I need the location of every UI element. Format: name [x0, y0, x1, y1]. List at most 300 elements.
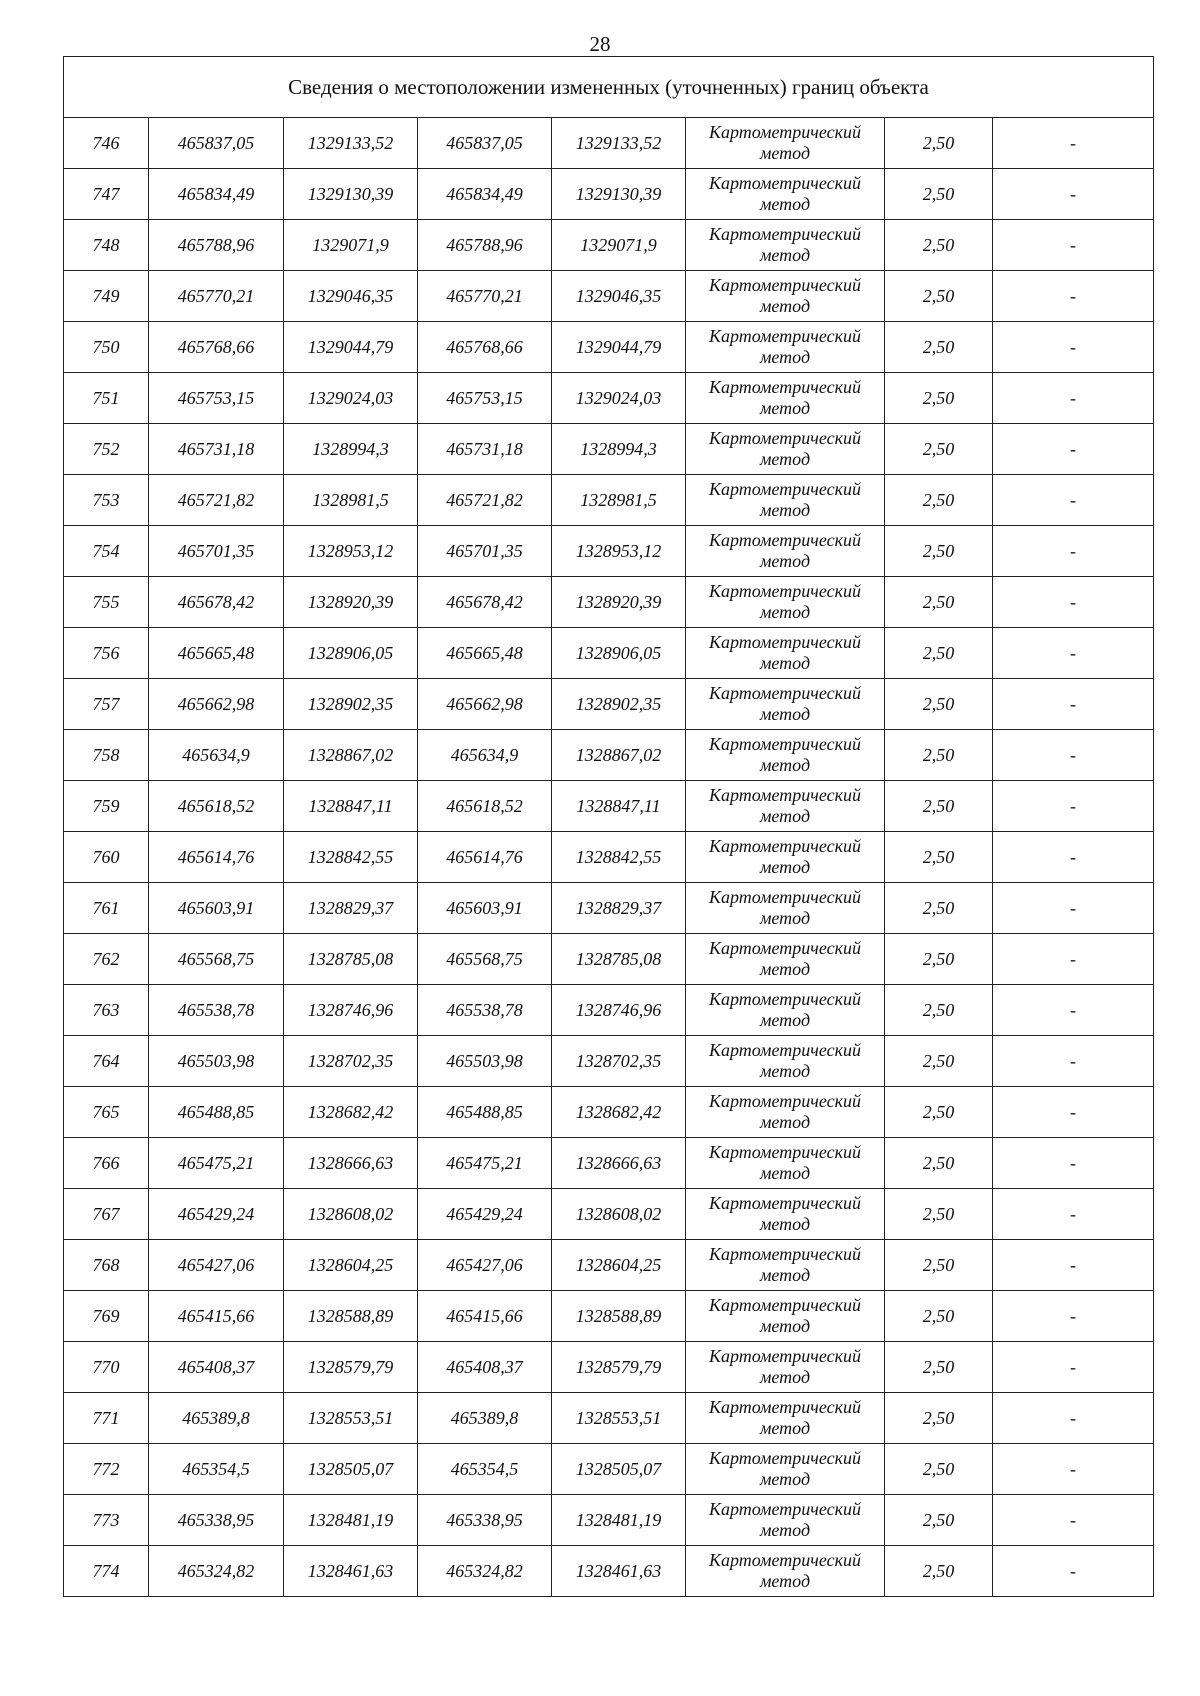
cell-point-number: 747 — [64, 169, 149, 220]
cell-y-existing: 1328579,79 — [284, 1342, 418, 1393]
cell-x-refined: 465701,35 — [418, 526, 552, 577]
cell-method — [686, 730, 885, 781]
table-row — [64, 781, 1154, 832]
cell-x-refined: 465408,37 — [418, 1342, 552, 1393]
cell-x-existing: 465768,66 — [149, 322, 284, 373]
cell-x-existing: 465731,18 — [149, 424, 284, 475]
cell-method — [686, 1393, 885, 1444]
cell-accuracy: 2,50 — [885, 271, 993, 322]
cell-accuracy: 2,50 — [885, 1087, 993, 1138]
method-line-1: Картометрический — [708, 377, 861, 397]
cell-accuracy: 2,50 — [885, 1240, 993, 1291]
cell-description: - — [993, 679, 1154, 730]
cell-accuracy: 2,50 — [885, 832, 993, 883]
cell-x-existing: 465488,85 — [149, 1087, 284, 1138]
cell-accuracy: 2,50 — [885, 1342, 993, 1393]
cell-y-refined: 1328842,55 — [552, 832, 686, 883]
table-row — [64, 883, 1154, 934]
cell-description: - — [993, 985, 1154, 1036]
table-row — [64, 679, 1154, 730]
table-row — [64, 1495, 1154, 1546]
cell-x-refined: 465770,21 — [418, 271, 552, 322]
cell-y-existing: 1328785,08 — [284, 934, 418, 985]
cell-y-existing: 1328953,12 — [284, 526, 418, 577]
cell-description: - — [993, 1444, 1154, 1495]
cell-point-number: 761 — [64, 883, 149, 934]
cell-x-refined: 465603,91 — [418, 883, 552, 934]
method-line-2: метод — [759, 1316, 811, 1336]
cell-y-existing: 1329130,39 — [284, 169, 418, 220]
cell-x-existing: 465408,37 — [149, 1342, 284, 1393]
method-line-2: метод — [759, 347, 811, 367]
method-line-1: Картометрический — [708, 734, 861, 754]
cell-accuracy: 2,50 — [885, 1546, 993, 1597]
cell-y-existing: 1328867,02 — [284, 730, 418, 781]
cell-y-refined: 1329133,52 — [552, 118, 686, 169]
cell-x-existing: 465538,78 — [149, 985, 284, 1036]
table-row — [64, 322, 1154, 373]
cell-accuracy: 2,50 — [885, 526, 993, 577]
cell-y-refined: 1329046,35 — [552, 271, 686, 322]
table-row — [64, 1393, 1154, 1444]
method-line-2: метод — [759, 296, 811, 316]
cell-description: - — [993, 1138, 1154, 1189]
cell-y-refined: 1328953,12 — [552, 526, 686, 577]
table-row — [64, 1087, 1154, 1138]
method-line-1: Картометрический — [708, 1499, 861, 1519]
cell-method — [686, 628, 885, 679]
table-row — [64, 628, 1154, 679]
cell-x-existing: 465429,24 — [149, 1189, 284, 1240]
cell-x-refined: 465731,18 — [418, 424, 552, 475]
cell-y-existing: 1328702,35 — [284, 1036, 418, 1087]
cell-y-refined: 1328505,07 — [552, 1444, 686, 1495]
cell-x-existing: 465475,21 — [149, 1138, 284, 1189]
cell-point-number: 752 — [64, 424, 149, 475]
cell-x-existing: 465389,8 — [149, 1393, 284, 1444]
cell-x-refined: 465568,75 — [418, 934, 552, 985]
cell-x-refined: 465768,66 — [418, 322, 552, 373]
method-line-2: метод — [759, 602, 811, 622]
table-row — [64, 220, 1154, 271]
cell-y-existing: 1329044,79 — [284, 322, 418, 373]
cell-accuracy: 2,50 — [885, 1291, 993, 1342]
cell-y-refined: 1328785,08 — [552, 934, 686, 985]
cell-y-refined: 1328829,37 — [552, 883, 686, 934]
table-row — [64, 424, 1154, 475]
cell-description: - — [993, 475, 1154, 526]
cell-description: - — [993, 1036, 1154, 1087]
cell-y-existing: 1328588,89 — [284, 1291, 418, 1342]
cell-point-number: 749 — [64, 271, 149, 322]
method-line-1: Картометрический — [708, 683, 861, 703]
cell-method — [686, 1138, 885, 1189]
cell-x-existing: 465753,15 — [149, 373, 284, 424]
cell-method — [686, 1087, 885, 1138]
cell-description: - — [993, 1240, 1154, 1291]
cell-method — [686, 118, 885, 169]
cell-x-existing: 465415,66 — [149, 1291, 284, 1342]
cell-accuracy: 2,50 — [885, 475, 993, 526]
cell-x-refined: 465429,24 — [418, 1189, 552, 1240]
cell-method — [686, 475, 885, 526]
method-line-1: Картометрический — [708, 122, 861, 142]
method-line-2: метод — [759, 806, 811, 826]
table-row — [64, 1240, 1154, 1291]
cell-y-refined: 1328981,5 — [552, 475, 686, 526]
cell-point-number: 746 — [64, 118, 149, 169]
cell-x-refined: 465662,98 — [418, 679, 552, 730]
method-line-2: метод — [759, 449, 811, 469]
method-line-2: метод — [759, 1418, 811, 1438]
cell-y-refined: 1328906,05 — [552, 628, 686, 679]
cell-point-number: 757 — [64, 679, 149, 730]
cell-x-refined: 465834,49 — [418, 169, 552, 220]
cell-description: - — [993, 1495, 1154, 1546]
cell-description: - — [993, 628, 1154, 679]
method-line-1: Картометрический — [708, 479, 861, 499]
cell-point-number: 763 — [64, 985, 149, 1036]
cell-y-existing: 1328481,19 — [284, 1495, 418, 1546]
method-line-1: Картометрический — [708, 581, 861, 601]
cell-y-refined: 1328902,35 — [552, 679, 686, 730]
cell-description: - — [993, 220, 1154, 271]
cell-method — [686, 781, 885, 832]
cell-y-refined: 1328867,02 — [552, 730, 686, 781]
method-line-2: метод — [759, 1367, 811, 1387]
cell-x-refined: 465618,52 — [418, 781, 552, 832]
table-row — [64, 985, 1154, 1036]
cell-method — [686, 1495, 885, 1546]
method-line-1: Картометрический — [708, 938, 861, 958]
cell-method — [686, 169, 885, 220]
cell-description: - — [993, 730, 1154, 781]
cell-description: - — [993, 322, 1154, 373]
cell-y-existing: 1328829,37 — [284, 883, 418, 934]
cell-method — [686, 1291, 885, 1342]
cell-description: - — [993, 577, 1154, 628]
cell-accuracy: 2,50 — [885, 220, 993, 271]
method-line-1: Картометрический — [708, 1448, 861, 1468]
cell-accuracy: 2,50 — [885, 679, 993, 730]
cell-accuracy: 2,50 — [885, 781, 993, 832]
cell-y-existing: 1328746,96 — [284, 985, 418, 1036]
cell-x-existing: 465634,9 — [149, 730, 284, 781]
cell-y-refined: 1328579,79 — [552, 1342, 686, 1393]
cell-accuracy: 2,50 — [885, 577, 993, 628]
cell-point-number: 758 — [64, 730, 149, 781]
table-row — [64, 1189, 1154, 1240]
cell-y-refined: 1328746,96 — [552, 985, 686, 1036]
cell-x-existing: 465837,05 — [149, 118, 284, 169]
table-row — [64, 169, 1154, 220]
cell-accuracy: 2,50 — [885, 1138, 993, 1189]
method-line-2: метод — [759, 1163, 811, 1183]
cell-y-existing: 1329024,03 — [284, 373, 418, 424]
cell-y-refined: 1328461,63 — [552, 1546, 686, 1597]
cell-accuracy: 2,50 — [885, 1495, 993, 1546]
cell-description: - — [993, 883, 1154, 934]
cell-accuracy: 2,50 — [885, 934, 993, 985]
cell-point-number: 774 — [64, 1546, 149, 1597]
method-line-2: метод — [759, 1265, 811, 1285]
method-line-1: Картометрический — [708, 1346, 861, 1366]
cell-x-refined: 465488,85 — [418, 1087, 552, 1138]
table-row — [64, 730, 1154, 781]
method-line-2: метод — [759, 500, 811, 520]
cell-method — [686, 985, 885, 1036]
cell-method — [686, 832, 885, 883]
cell-method — [686, 1036, 885, 1087]
method-line-1: Картометрический — [708, 530, 861, 550]
cell-x-existing: 465665,48 — [149, 628, 284, 679]
cell-y-refined: 1328604,25 — [552, 1240, 686, 1291]
method-line-2: метод — [759, 755, 811, 775]
table-row — [64, 373, 1154, 424]
cell-y-existing: 1328920,39 — [284, 577, 418, 628]
cell-description: - — [993, 1291, 1154, 1342]
cell-point-number: 755 — [64, 577, 149, 628]
cell-description: - — [993, 169, 1154, 220]
cell-x-refined: 465415,66 — [418, 1291, 552, 1342]
cell-description: - — [993, 934, 1154, 985]
cell-y-existing: 1328847,11 — [284, 781, 418, 832]
cell-accuracy: 2,50 — [885, 1189, 993, 1240]
method-line-1: Картометрический — [708, 1091, 861, 1111]
cell-x-existing: 465701,35 — [149, 526, 284, 577]
cell-point-number: 764 — [64, 1036, 149, 1087]
cell-method — [686, 1444, 885, 1495]
cell-y-existing: 1328553,51 — [284, 1393, 418, 1444]
cell-point-number: 756 — [64, 628, 149, 679]
cell-x-existing: 465614,76 — [149, 832, 284, 883]
cell-y-existing: 1328608,02 — [284, 1189, 418, 1240]
cell-accuracy: 2,50 — [885, 1036, 993, 1087]
cell-accuracy: 2,50 — [885, 1444, 993, 1495]
cell-x-refined: 465324,82 — [418, 1546, 552, 1597]
cell-point-number: 748 — [64, 220, 149, 271]
cell-method — [686, 526, 885, 577]
cell-point-number: 754 — [64, 526, 149, 577]
cell-y-existing: 1328842,55 — [284, 832, 418, 883]
cell-method — [686, 271, 885, 322]
method-line-2: метод — [759, 1214, 811, 1234]
method-line-2: метод — [759, 908, 811, 928]
cell-accuracy: 2,50 — [885, 985, 993, 1036]
method-line-1: Картометрический — [708, 1397, 861, 1417]
cell-y-refined: 1328608,02 — [552, 1189, 686, 1240]
cell-method — [686, 1546, 885, 1597]
cell-x-existing: 465662,98 — [149, 679, 284, 730]
cell-accuracy: 2,50 — [885, 118, 993, 169]
cell-y-refined: 1329044,79 — [552, 322, 686, 373]
cell-y-existing: 1328981,5 — [284, 475, 418, 526]
boundary-coordinates-table — [63, 56, 1154, 1597]
cell-y-refined: 1329130,39 — [552, 169, 686, 220]
cell-x-existing: 465503,98 — [149, 1036, 284, 1087]
cell-x-existing: 465324,82 — [149, 1546, 284, 1597]
cell-point-number: 768 — [64, 1240, 149, 1291]
cell-point-number: 773 — [64, 1495, 149, 1546]
table-row — [64, 118, 1154, 169]
method-line-1: Картометрический — [708, 326, 861, 346]
cell-x-refined: 465837,05 — [418, 118, 552, 169]
cell-method — [686, 577, 885, 628]
cell-x-refined: 465678,42 — [418, 577, 552, 628]
cell-point-number: 753 — [64, 475, 149, 526]
table-row — [64, 1444, 1154, 1495]
method-line-1: Картометрический — [708, 887, 861, 907]
cell-y-existing: 1328682,42 — [284, 1087, 418, 1138]
cell-point-number: 762 — [64, 934, 149, 985]
cell-x-existing: 465770,21 — [149, 271, 284, 322]
cell-method — [686, 322, 885, 373]
table-row — [64, 271, 1154, 322]
cell-y-refined: 1328994,3 — [552, 424, 686, 475]
cell-method — [686, 1342, 885, 1393]
table-row — [64, 832, 1154, 883]
method-line-1: Картометрический — [708, 836, 861, 856]
cell-x-existing: 465427,06 — [149, 1240, 284, 1291]
cell-point-number: 769 — [64, 1291, 149, 1342]
cell-point-number: 767 — [64, 1189, 149, 1240]
method-line-2: метод — [759, 1520, 811, 1540]
cell-y-existing: 1328902,35 — [284, 679, 418, 730]
method-line-2: метод — [759, 1112, 811, 1132]
cell-accuracy: 2,50 — [885, 1393, 993, 1444]
cell-x-existing: 465678,42 — [149, 577, 284, 628]
table-row — [64, 1036, 1154, 1087]
cell-y-existing: 1328906,05 — [284, 628, 418, 679]
table-row — [64, 577, 1154, 628]
cell-y-existing: 1328994,3 — [284, 424, 418, 475]
cell-description: - — [993, 1546, 1154, 1597]
cell-y-existing: 1329133,52 — [284, 118, 418, 169]
cell-point-number: 751 — [64, 373, 149, 424]
method-line-2: метод — [759, 1010, 811, 1030]
cell-accuracy: 2,50 — [885, 424, 993, 475]
table-row — [64, 934, 1154, 985]
cell-x-refined: 465721,82 — [418, 475, 552, 526]
cell-x-existing: 465338,95 — [149, 1495, 284, 1546]
cell-method — [686, 373, 885, 424]
cell-point-number: 759 — [64, 781, 149, 832]
cell-description: - — [993, 271, 1154, 322]
cell-y-refined: 1328588,89 — [552, 1291, 686, 1342]
cell-accuracy: 2,50 — [885, 322, 993, 373]
cell-y-existing: 1328505,07 — [284, 1444, 418, 1495]
cell-accuracy: 2,50 — [885, 628, 993, 679]
cell-description: - — [993, 832, 1154, 883]
cell-point-number: 750 — [64, 322, 149, 373]
cell-accuracy: 2,50 — [885, 883, 993, 934]
cell-description: - — [993, 1393, 1154, 1444]
cell-y-existing: 1328666,63 — [284, 1138, 418, 1189]
cell-description: - — [993, 1087, 1154, 1138]
cell-y-refined: 1328553,51 — [552, 1393, 686, 1444]
cell-point-number: 772 — [64, 1444, 149, 1495]
cell-y-existing: 1328461,63 — [284, 1546, 418, 1597]
cell-y-refined: 1328702,35 — [552, 1036, 686, 1087]
cell-x-refined: 465634,9 — [418, 730, 552, 781]
cell-description: - — [993, 373, 1154, 424]
cell-y-refined: 1328481,19 — [552, 1495, 686, 1546]
cell-y-existing: 1329046,35 — [284, 271, 418, 322]
method-line-2: метод — [759, 959, 811, 979]
cell-x-existing: 465568,75 — [149, 934, 284, 985]
method-line-1: Картометрический — [708, 1193, 861, 1213]
cell-method — [686, 679, 885, 730]
cell-method — [686, 934, 885, 985]
cell-description: - — [993, 526, 1154, 577]
method-line-2: метод — [759, 143, 811, 163]
method-line-2: метод — [759, 398, 811, 418]
cell-point-number: 771 — [64, 1393, 149, 1444]
cell-y-refined: 1328847,11 — [552, 781, 686, 832]
cell-accuracy: 2,50 — [885, 373, 993, 424]
method-line-1: Картометрический — [708, 1295, 861, 1315]
cell-point-number: 760 — [64, 832, 149, 883]
method-line-2: метод — [759, 704, 811, 724]
table-row — [64, 1291, 1154, 1342]
cell-x-existing: 465788,96 — [149, 220, 284, 271]
cell-description: - — [993, 781, 1154, 832]
cell-x-refined: 465389,8 — [418, 1393, 552, 1444]
page-number: 28 — [589, 32, 611, 56]
cell-method — [686, 1189, 885, 1240]
method-line-1: Картометрический — [708, 1550, 861, 1570]
cell-x-refined: 465538,78 — [418, 985, 552, 1036]
method-line-1: Картометрический — [708, 173, 861, 193]
cell-y-refined: 1328920,39 — [552, 577, 686, 628]
cell-y-refined: 1329071,9 — [552, 220, 686, 271]
method-line-2: метод — [759, 1061, 811, 1081]
cell-point-number: 765 — [64, 1087, 149, 1138]
method-line-1: Картометрический — [708, 989, 861, 1009]
method-line-2: метод — [759, 653, 811, 673]
cell-x-existing: 465721,82 — [149, 475, 284, 526]
cell-x-refined: 465753,15 — [418, 373, 552, 424]
method-line-2: метод — [759, 1469, 811, 1489]
cell-x-existing: 465618,52 — [149, 781, 284, 832]
table-row — [64, 526, 1154, 577]
cell-description: - — [993, 1189, 1154, 1240]
cell-x-existing: 465603,91 — [149, 883, 284, 934]
method-line-1: Картометрический — [708, 785, 861, 805]
cell-method — [686, 424, 885, 475]
cell-accuracy: 2,50 — [885, 169, 993, 220]
table-row — [64, 1342, 1154, 1393]
method-line-1: Картометрический — [708, 1244, 861, 1264]
cell-x-refined: 465788,96 — [418, 220, 552, 271]
method-line-1: Картометрический — [708, 1040, 861, 1060]
cell-x-refined: 465338,95 — [418, 1495, 552, 1546]
table-title-row — [64, 57, 1154, 118]
method-line-1: Картометрический — [708, 1142, 861, 1162]
method-line-2: метод — [759, 551, 811, 571]
method-line-2: метод — [759, 194, 811, 214]
table-body — [64, 57, 1154, 1597]
cell-description: - — [993, 1342, 1154, 1393]
method-line-2: метод — [759, 245, 811, 265]
cell-x-refined: 465354,5 — [418, 1444, 552, 1495]
method-line-1: Картометрический — [708, 632, 861, 652]
cell-x-existing: 465354,5 — [149, 1444, 284, 1495]
method-line-2: метод — [759, 1571, 811, 1591]
cell-description: - — [993, 118, 1154, 169]
cell-x-existing: 465834,49 — [149, 169, 284, 220]
cell-y-existing: 1329071,9 — [284, 220, 418, 271]
